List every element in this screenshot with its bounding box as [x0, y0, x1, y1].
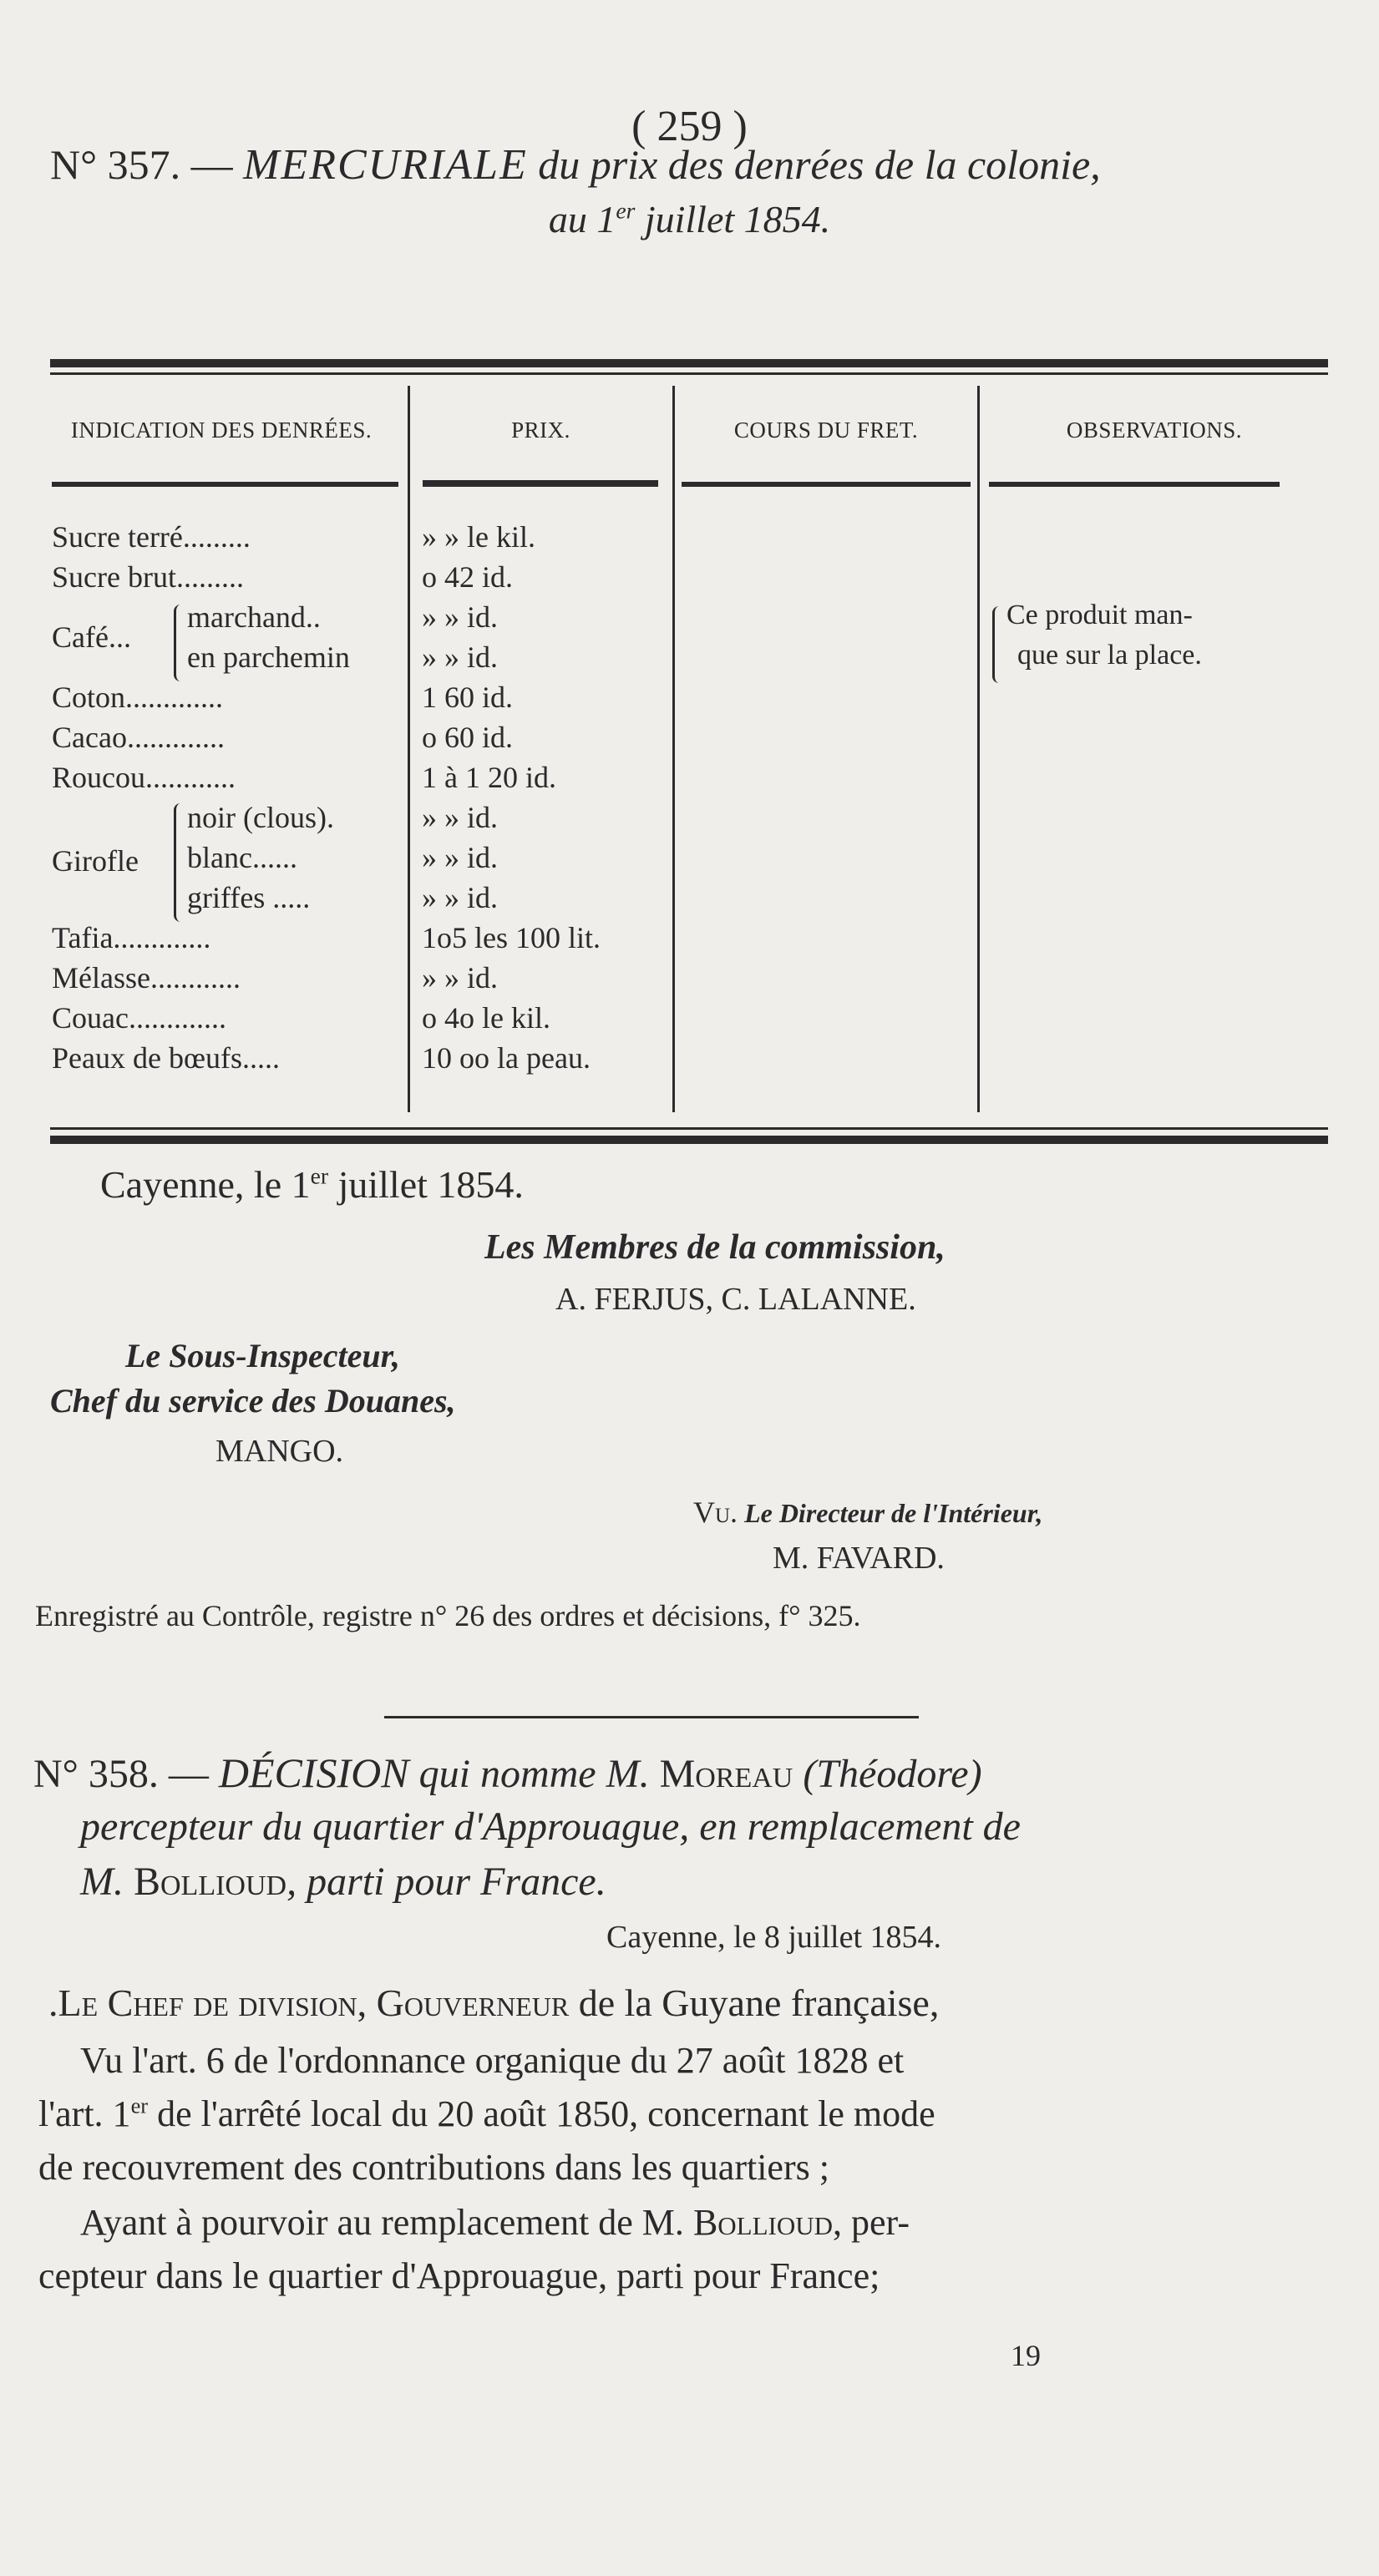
commodity-price: o 42 id. — [422, 560, 514, 594]
commodity-name: Sucre brut......... — [52, 560, 244, 594]
commodity-name: blanc...... — [187, 841, 297, 874]
commodity-name: Roucou............ — [52, 761, 236, 794]
column-divider — [408, 386, 410, 1112]
header-indication: INDICATION DES DENRÉES. — [70, 418, 373, 443]
commodity-name: marchand.. — [187, 600, 321, 634]
commodity-price: o 60 id. — [422, 721, 514, 754]
commodity-price: 1o5 les 100 lit. — [422, 921, 601, 954]
commodity-name: Tafia............. — [52, 921, 211, 954]
header-cours-fret: COURS DU FRET. — [733, 418, 919, 443]
commodity-name: en parchemin — [187, 640, 350, 674]
decision-paragraph: cepteur dans le quartier d'Approuague, parti pour France; — [38, 2255, 880, 2296]
footer-signature: 19 — [1011, 2339, 1041, 2372]
decision-paragraph: Vu l'art. 6 de l'ordonnance organique du 27 août 1828 et — [80, 2040, 905, 2081]
commodity-price: 1 60 id. — [422, 681, 514, 714]
commission-members-label: Les Membres de la commission, — [484, 1228, 946, 1267]
commodity-price: » » id. — [422, 640, 499, 674]
page-number: ( 259 ) — [631, 103, 748, 150]
commodity-price: » » id. — [422, 600, 499, 634]
girofle-label: Girofle — [52, 844, 139, 878]
commodity-name: Couac............. — [52, 1001, 226, 1035]
commodity-price: » » id. — [422, 801, 499, 834]
commodity-price: 10 oo la peau. — [422, 1041, 591, 1075]
sous-inspecteur-label: Le Sous-Inspecteur, — [125, 1337, 400, 1374]
decision-paragraph: de recouvrement des contributions dans les quartiers ; — [38, 2147, 829, 2188]
header-prix: PRIX. — [511, 418, 570, 443]
commodity-name: Peaux de bœufs..... — [52, 1041, 280, 1075]
commodity-price: » » le kil. — [422, 520, 535, 554]
header-underline — [52, 482, 398, 487]
commodity-name: noir (clous). — [187, 801, 334, 834]
observation-text: Ce produit man- — [1006, 600, 1193, 630]
girofle-brace — [174, 803, 185, 922]
decision-paragraph: l'art. 1er de l'arrêté local du 20 août 1850, concernant le mode — [38, 2093, 935, 2134]
commodity-name: griffes ..... — [187, 881, 311, 914]
chef-service-label: Chef du service des Douanes, — [50, 1382, 456, 1420]
favard-signature: M. FAVARD. — [773, 1541, 945, 1576]
commodity-name: Mélasse............ — [52, 961, 241, 994]
commodity-price: » » id. — [422, 841, 499, 874]
decision-title-line3: M. Bollioud, parti pour France. — [80, 1860, 606, 1904]
vu-line: Vu. Le Directeur de l'Intérieur, — [693, 1495, 1043, 1529]
commodity-name: Coton............. — [52, 681, 224, 714]
decision-title-line2: percepteur du quartier d'Approuague, en remplacement de — [80, 1804, 1021, 1849]
decision-paragraph: .Le Chef de division, Gouverneur de la Guyane française, — [48, 1981, 940, 2024]
column-divider — [672, 386, 675, 1112]
observation-brace — [992, 606, 1003, 683]
observation-text: que sur la place. — [1017, 640, 1202, 671]
table-top-rule — [50, 359, 1328, 367]
header-underline — [682, 482, 971, 487]
commodity-price: 1 à 1 20 id. — [422, 761, 556, 794]
title-dash: — — [190, 141, 233, 188]
section-separator — [384, 1716, 919, 1718]
commodity-price: » » id. — [422, 961, 499, 994]
decision-date: Cayenne, le 8 juillet 1854. — [606, 1920, 942, 1955]
commodity-price: » » id. — [422, 881, 499, 914]
table-bottom-rule-thin — [50, 1127, 1328, 1130]
commission-members-names: A. FERJUS, C. LALANNE. — [555, 1282, 916, 1317]
enregistre-line: Enregistré au Contrôle, registre n° 26 des ordres et décisions, f° 325. — [35, 1599, 861, 1632]
commodity-name: Cacao............. — [52, 721, 225, 754]
header-observations: OBSERVATIONS. — [1066, 418, 1243, 443]
place-date: Cayenne, le 1er juillet 1854. — [100, 1162, 524, 1206]
document-number: N° 357. — [50, 141, 181, 188]
title-rest: du prix des denrées de la colonie, — [538, 141, 1101, 188]
title-date: au 1er juillet 1854. — [548, 197, 831, 240]
header-underline — [423, 480, 658, 487]
table-bottom-rule — [50, 1136, 1328, 1144]
commodity-price: o 4o le kil. — [422, 1001, 550, 1035]
cafe-label: Café... — [52, 620, 131, 654]
mango-signature: MANGO. — [215, 1434, 344, 1469]
document-title — [50, 140, 1101, 190]
header-underline — [989, 482, 1280, 487]
title-main: MERCURIALE — [243, 141, 528, 189]
cafe-brace — [174, 605, 185, 681]
commodity-name: Sucre terré......... — [52, 520, 251, 554]
column-divider — [977, 386, 980, 1112]
table-top-rule-thin — [50, 372, 1328, 375]
decision-paragraph: Ayant à pourvoir au remplacement de M. Bollioud, per- — [80, 2202, 910, 2243]
decision-title: N° 358. — DÉCISION qui nomme M. Moreau (Théodore) — [33, 1749, 982, 1796]
